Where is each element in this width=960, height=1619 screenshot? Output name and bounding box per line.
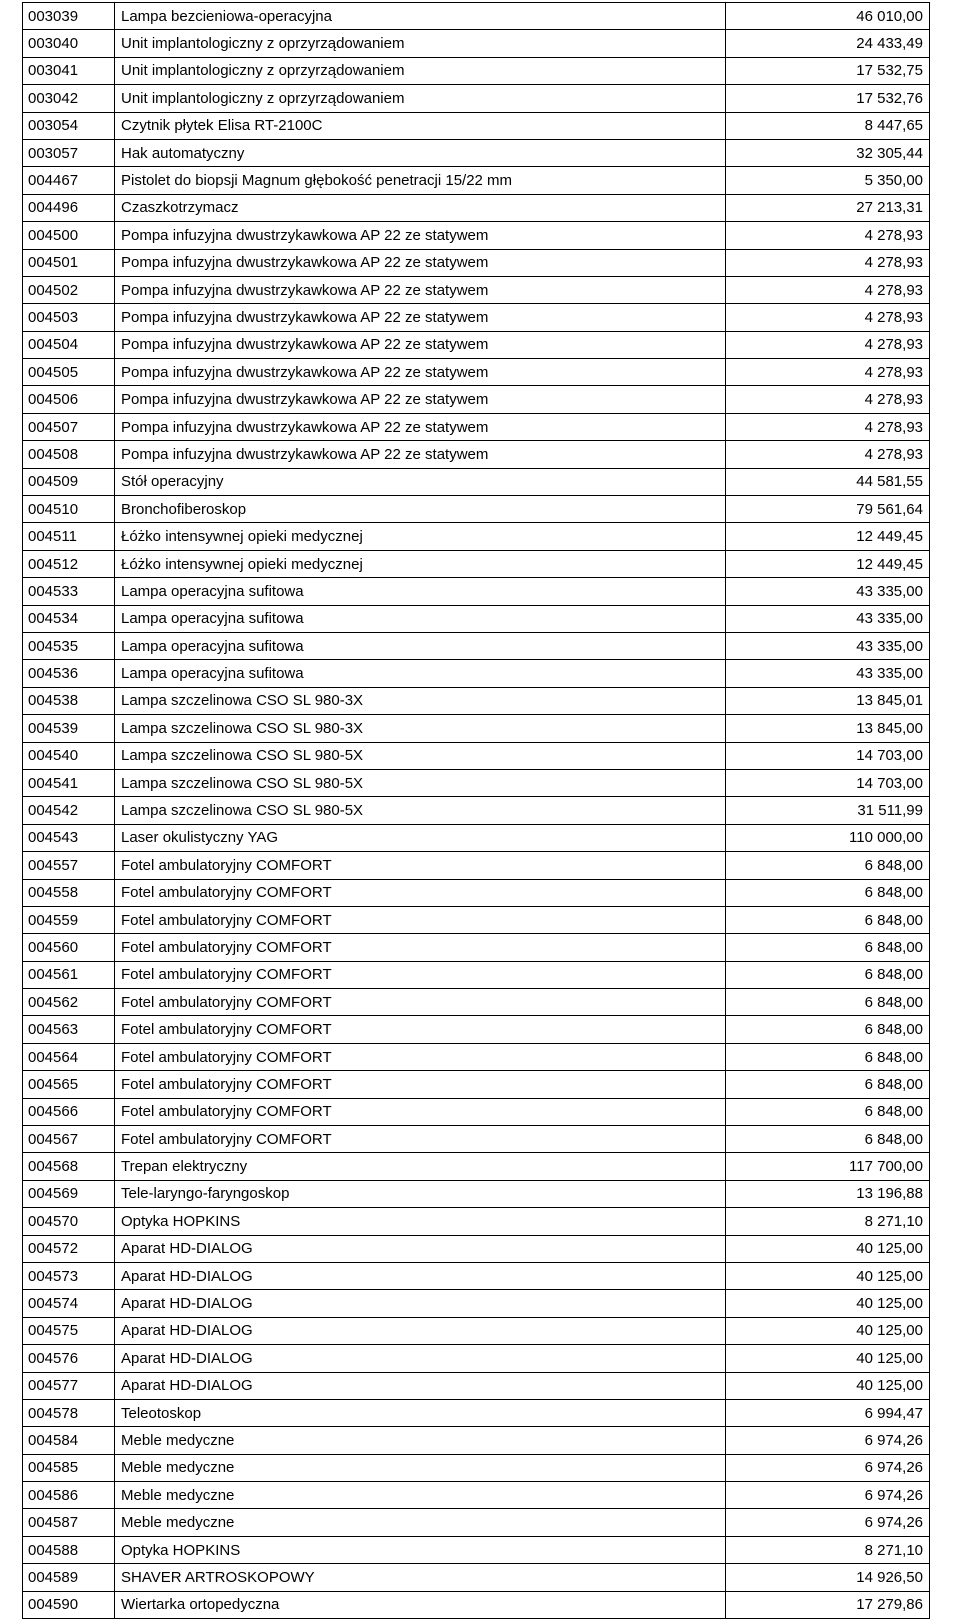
table-row [23, 386, 930, 413]
item-name-cell: Pompa infuzyjna dwustrzykawkowa AP 22 ze statywem [115, 276, 726, 303]
inventory-code-cell: 004533 [23, 578, 115, 605]
table-row [23, 989, 930, 1016]
inventory-code-cell: 004587 [23, 1509, 115, 1536]
item-value-cell: 31 511,99 [726, 797, 930, 824]
inventory-code-cell: 004566 [23, 1098, 115, 1125]
table-row [23, 1262, 930, 1289]
table-row [23, 1564, 930, 1591]
table-row [23, 660, 930, 687]
inventory-code-cell: 004569 [23, 1180, 115, 1207]
inventory-code-cell: 004574 [23, 1290, 115, 1317]
item-value-cell: 4 278,93 [726, 331, 930, 358]
item-name-cell: Stół operacyjny [115, 468, 726, 495]
item-value-cell: 6 848,00 [726, 1043, 930, 1070]
table-row [23, 1509, 930, 1536]
item-name-cell: Fotel ambulatoryjny COMFORT [115, 961, 726, 988]
inventory-code-cell: 004560 [23, 934, 115, 961]
item-value-cell: 43 335,00 [726, 578, 930, 605]
item-name-cell: Lampa operacyjna sufitowa [115, 660, 726, 687]
inventory-code-cell: 004511 [23, 523, 115, 550]
item-name-cell: Fotel ambulatoryjny COMFORT [115, 1071, 726, 1098]
item-value-cell: 117 700,00 [726, 1153, 930, 1180]
inventory-code-cell: 004503 [23, 304, 115, 331]
inventory-code-cell: 004562 [23, 989, 115, 1016]
table-row [23, 715, 930, 742]
item-value-cell: 43 335,00 [726, 632, 930, 659]
item-value-cell: 14 703,00 [726, 769, 930, 796]
table-row [23, 1098, 930, 1125]
inventory-code-cell: 004467 [23, 167, 115, 194]
inventory-code-cell: 004584 [23, 1427, 115, 1454]
item-value-cell: 27 213,31 [726, 194, 930, 221]
table-row [23, 331, 930, 358]
inventory-code-cell: 004575 [23, 1317, 115, 1344]
item-value-cell: 13 845,01 [726, 687, 930, 714]
inventory-code-cell: 004536 [23, 660, 115, 687]
table-row [23, 1290, 930, 1317]
item-value-cell: 12 449,45 [726, 523, 930, 550]
item-name-cell: Aparat HD-DIALOG [115, 1372, 726, 1399]
item-name-cell: Łóżko intensywnej opieki medycznej [115, 550, 726, 577]
item-value-cell: 8 447,65 [726, 112, 930, 139]
item-value-cell: 6 974,26 [726, 1454, 930, 1481]
item-name-cell: Unit implantologiczny z oprzyrządowaniem [115, 57, 726, 84]
item-name-cell: Lampa szczelinowa CSO SL 980-5X [115, 769, 726, 796]
table-row [23, 687, 930, 714]
item-value-cell: 24 433,49 [726, 30, 930, 57]
table-row [23, 139, 930, 166]
table-row [23, 1454, 930, 1481]
table-row [23, 3, 930, 30]
table-row [23, 1482, 930, 1509]
item-name-cell: Unit implantologiczny z oprzyrządowaniem [115, 85, 726, 112]
item-name-cell: SHAVER ARTROSKOPOWY [115, 1564, 726, 1591]
inventory-code-cell: 004542 [23, 797, 115, 824]
table-row [23, 578, 930, 605]
table-row [23, 742, 930, 769]
item-value-cell: 6 848,00 [726, 879, 930, 906]
table-row [23, 605, 930, 632]
item-value-cell: 40 125,00 [726, 1372, 930, 1399]
inventory-code-cell: 004576 [23, 1345, 115, 1372]
inventory-code-cell: 004577 [23, 1372, 115, 1399]
item-name-cell: Fotel ambulatoryjny COMFORT [115, 1126, 726, 1153]
item-name-cell: Pompa infuzyjna dwustrzykawkowa AP 22 ze statywem [115, 331, 726, 358]
inventory-code-cell: 004500 [23, 222, 115, 249]
inventory-code-cell: 004563 [23, 1016, 115, 1043]
item-value-cell: 46 010,00 [726, 3, 930, 30]
table-row [23, 852, 930, 879]
item-name-cell: Meble medyczne [115, 1454, 726, 1481]
item-name-cell: Fotel ambulatoryjny COMFORT [115, 1098, 726, 1125]
item-name-cell: Aparat HD-DIALOG [115, 1290, 726, 1317]
table-row [23, 57, 930, 84]
table-row [23, 85, 930, 112]
table-row [23, 1071, 930, 1098]
item-value-cell: 6 994,47 [726, 1399, 930, 1426]
table-row [23, 1043, 930, 1070]
item-value-cell: 4 278,93 [726, 386, 930, 413]
item-name-cell: Fotel ambulatoryjny COMFORT [115, 906, 726, 933]
table-row [23, 1399, 930, 1426]
inventory-code-cell: 004559 [23, 906, 115, 933]
table-row [23, 934, 930, 961]
inventory-code-cell: 004538 [23, 687, 115, 714]
item-name-cell: Tele-laryngo-faryngoskop [115, 1180, 726, 1207]
item-value-cell: 17 532,75 [726, 57, 930, 84]
item-value-cell: 40 125,00 [726, 1235, 930, 1262]
item-name-cell: Lampa szczelinowa CSO SL 980-3X [115, 687, 726, 714]
inventory-code-cell: 004512 [23, 550, 115, 577]
table-row [23, 961, 930, 988]
inventory-code-cell: 004588 [23, 1536, 115, 1563]
table-row [23, 194, 930, 221]
item-name-cell: Hak automatyczny [115, 139, 726, 166]
inventory-code-cell: 004509 [23, 468, 115, 495]
item-value-cell: 40 125,00 [726, 1262, 930, 1289]
inventory-code-cell: 003054 [23, 112, 115, 139]
item-name-cell: Aparat HD-DIALOG [115, 1262, 726, 1289]
item-value-cell: 5 350,00 [726, 167, 930, 194]
item-name-cell: Pompa infuzyjna dwustrzykawkowa AP 22 ze statywem [115, 413, 726, 440]
table-row [23, 1591, 930, 1618]
item-value-cell: 4 278,93 [726, 359, 930, 386]
item-name-cell: Meble medyczne [115, 1427, 726, 1454]
table-row [23, 1016, 930, 1043]
item-name-cell: Optyka HOPKINS [115, 1208, 726, 1235]
item-value-cell: 79 561,64 [726, 496, 930, 523]
item-value-cell: 6 848,00 [726, 1098, 930, 1125]
inventory-code-cell: 004505 [23, 359, 115, 386]
item-value-cell: 6 848,00 [726, 1126, 930, 1153]
item-name-cell: Pompa infuzyjna dwustrzykawkowa AP 22 ze statywem [115, 304, 726, 331]
table-row [23, 249, 930, 276]
item-value-cell: 17 279,86 [726, 1591, 930, 1618]
item-value-cell: 8 271,10 [726, 1536, 930, 1563]
table-row [23, 441, 930, 468]
item-value-cell: 40 125,00 [726, 1345, 930, 1372]
inventory-code-cell: 004504 [23, 331, 115, 358]
item-name-cell: Lampa operacyjna sufitowa [115, 605, 726, 632]
table-row [23, 304, 930, 331]
item-value-cell: 6 848,00 [726, 961, 930, 988]
item-value-cell: 4 278,93 [726, 276, 930, 303]
item-value-cell: 6 848,00 [726, 1071, 930, 1098]
inventory-code-cell: 004541 [23, 769, 115, 796]
inventory-code-cell: 003057 [23, 139, 115, 166]
item-name-cell: Lampa szczelinowa CSO SL 980-5X [115, 742, 726, 769]
inventory-code-cell: 004558 [23, 879, 115, 906]
inventory-code-cell: 004585 [23, 1454, 115, 1481]
item-name-cell: Lampa bezcieniowa-operacyjna [115, 3, 726, 30]
item-value-cell: 12 449,45 [726, 550, 930, 577]
item-name-cell: Trepan elektryczny [115, 1153, 726, 1180]
inventory-code-cell: 004506 [23, 386, 115, 413]
item-name-cell: Bronchofiberoskop [115, 496, 726, 523]
inventory-code-cell: 004564 [23, 1043, 115, 1070]
table-row [23, 1208, 930, 1235]
item-name-cell: Optyka HOPKINS [115, 1536, 726, 1563]
inventory-code-cell: 004570 [23, 1208, 115, 1235]
table-row [23, 632, 930, 659]
table-row [23, 112, 930, 139]
item-name-cell: Lampa operacyjna sufitowa [115, 578, 726, 605]
table-row [23, 879, 930, 906]
inventory-code-cell: 004508 [23, 441, 115, 468]
item-value-cell: 44 581,55 [726, 468, 930, 495]
table-row [23, 1317, 930, 1344]
item-name-cell: Czytnik płytek Elisa RT-2100C [115, 112, 726, 139]
item-value-cell: 4 278,93 [726, 222, 930, 249]
item-value-cell: 6 848,00 [726, 852, 930, 879]
item-name-cell: Aparat HD-DIALOG [115, 1235, 726, 1262]
table-row [23, 1153, 930, 1180]
table-row [23, 1235, 930, 1262]
item-name-cell: Lampa szczelinowa CSO SL 980-3X [115, 715, 726, 742]
inventory-code-cell: 004535 [23, 632, 115, 659]
table-row [23, 496, 930, 523]
inventory-code-cell: 003039 [23, 3, 115, 30]
item-value-cell: 40 125,00 [726, 1290, 930, 1317]
item-value-cell: 6 848,00 [726, 934, 930, 961]
item-value-cell: 13 845,00 [726, 715, 930, 742]
item-name-cell: Fotel ambulatoryjny COMFORT [115, 1043, 726, 1070]
table-row [23, 1536, 930, 1563]
item-value-cell: 13 196,88 [726, 1180, 930, 1207]
table-row [23, 413, 930, 440]
inventory-code-cell: 004543 [23, 824, 115, 851]
item-name-cell: Wiertarka ortopedyczna [115, 1591, 726, 1618]
item-value-cell: 6 848,00 [726, 989, 930, 1016]
item-value-cell: 43 335,00 [726, 660, 930, 687]
table-row [23, 1345, 930, 1372]
table-row [23, 468, 930, 495]
item-value-cell: 40 125,00 [726, 1317, 930, 1344]
inventory-code-cell: 004534 [23, 605, 115, 632]
table-row [23, 550, 930, 577]
item-value-cell: 4 278,93 [726, 304, 930, 331]
table-row [23, 906, 930, 933]
item-name-cell: Pompa infuzyjna dwustrzykawkowa AP 22 ze statywem [115, 359, 726, 386]
item-name-cell: Czaszkotrzymacz [115, 194, 726, 221]
item-value-cell: 32 305,44 [726, 139, 930, 166]
item-value-cell: 6 848,00 [726, 1016, 930, 1043]
inventory-code-cell: 003042 [23, 85, 115, 112]
inventory-code-cell: 004507 [23, 413, 115, 440]
table-row [23, 769, 930, 796]
item-value-cell: 110 000,00 [726, 824, 930, 851]
table-row [23, 1126, 930, 1153]
item-name-cell: Pompa infuzyjna dwustrzykawkowa AP 22 ze statywem [115, 386, 726, 413]
item-value-cell: 43 335,00 [726, 605, 930, 632]
item-value-cell: 4 278,93 [726, 413, 930, 440]
inventory-code-cell: 004567 [23, 1126, 115, 1153]
item-value-cell: 6 974,26 [726, 1482, 930, 1509]
item-name-cell: Lampa operacyjna sufitowa [115, 632, 726, 659]
item-name-cell: Aparat HD-DIALOG [115, 1345, 726, 1372]
item-value-cell: 14 926,50 [726, 1564, 930, 1591]
item-value-cell: 14 703,00 [726, 742, 930, 769]
inventory-code-cell: 004590 [23, 1591, 115, 1618]
inventory-code-cell: 004568 [23, 1153, 115, 1180]
table-row [23, 1180, 930, 1207]
inventory-code-cell: 004510 [23, 496, 115, 523]
item-name-cell: Meble medyczne [115, 1482, 726, 1509]
item-name-cell: Fotel ambulatoryjny COMFORT [115, 989, 726, 1016]
table-row [23, 30, 930, 57]
inventory-code-cell: 004557 [23, 852, 115, 879]
item-name-cell: Fotel ambulatoryjny COMFORT [115, 852, 726, 879]
inventory-code-cell: 004540 [23, 742, 115, 769]
inventory-code-cell: 004539 [23, 715, 115, 742]
item-value-cell: 6 974,26 [726, 1509, 930, 1536]
inventory-code-cell: 004573 [23, 1262, 115, 1289]
item-name-cell: Fotel ambulatoryjny COMFORT [115, 1016, 726, 1043]
inventory-code-cell: 003040 [23, 30, 115, 57]
inventory-code-cell: 004502 [23, 276, 115, 303]
item-name-cell: Teleotoskop [115, 1399, 726, 1426]
item-value-cell: 6 848,00 [726, 906, 930, 933]
item-name-cell: Aparat HD-DIALOG [115, 1317, 726, 1344]
item-value-cell: 4 278,93 [726, 441, 930, 468]
item-name-cell: Lampa szczelinowa CSO SL 980-5X [115, 797, 726, 824]
inventory-code-cell: 004561 [23, 961, 115, 988]
inventory-code-cell: 003041 [23, 57, 115, 84]
inventory-code-cell: 004586 [23, 1482, 115, 1509]
item-value-cell: 8 271,10 [726, 1208, 930, 1235]
item-name-cell: Meble medyczne [115, 1509, 726, 1536]
item-name-cell: Pompa infuzyjna dwustrzykawkowa AP 22 ze statywem [115, 249, 726, 276]
table-row [23, 523, 930, 550]
table-row [23, 276, 930, 303]
table-row [23, 824, 930, 851]
item-value-cell: 4 278,93 [726, 249, 930, 276]
table-row [23, 1427, 930, 1454]
inventory-code-cell: 004572 [23, 1235, 115, 1262]
table-row [23, 167, 930, 194]
item-name-cell: Laser okulistyczny YAG [115, 824, 726, 851]
item-name-cell: Fotel ambulatoryjny COMFORT [115, 879, 726, 906]
table-row [23, 359, 930, 386]
item-name-cell: Unit implantologiczny z oprzyrządowaniem [115, 30, 726, 57]
table-row [23, 797, 930, 824]
item-name-cell: Pompa infuzyjna dwustrzykawkowa AP 22 ze statywem [115, 441, 726, 468]
item-name-cell: Fotel ambulatoryjny COMFORT [115, 934, 726, 961]
table-body [23, 3, 930, 1619]
item-name-cell: Łóżko intensywnej opieki medycznej [115, 523, 726, 550]
item-value-cell: 17 532,76 [726, 85, 930, 112]
inventory-code-cell: 004589 [23, 1564, 115, 1591]
inventory-code-cell: 004578 [23, 1399, 115, 1426]
item-value-cell: 6 974,26 [726, 1427, 930, 1454]
table-row [23, 1372, 930, 1399]
item-name-cell: Pistolet do biopsji Magnum głębokość penetracji 15/22 mm [115, 167, 726, 194]
item-name-cell: Pompa infuzyjna dwustrzykawkowa AP 22 ze statywem [115, 222, 726, 249]
equipment-table [22, 2, 930, 1619]
table-row [23, 222, 930, 249]
inventory-code-cell: 004565 [23, 1071, 115, 1098]
inventory-code-cell: 004501 [23, 249, 115, 276]
inventory-code-cell: 004496 [23, 194, 115, 221]
